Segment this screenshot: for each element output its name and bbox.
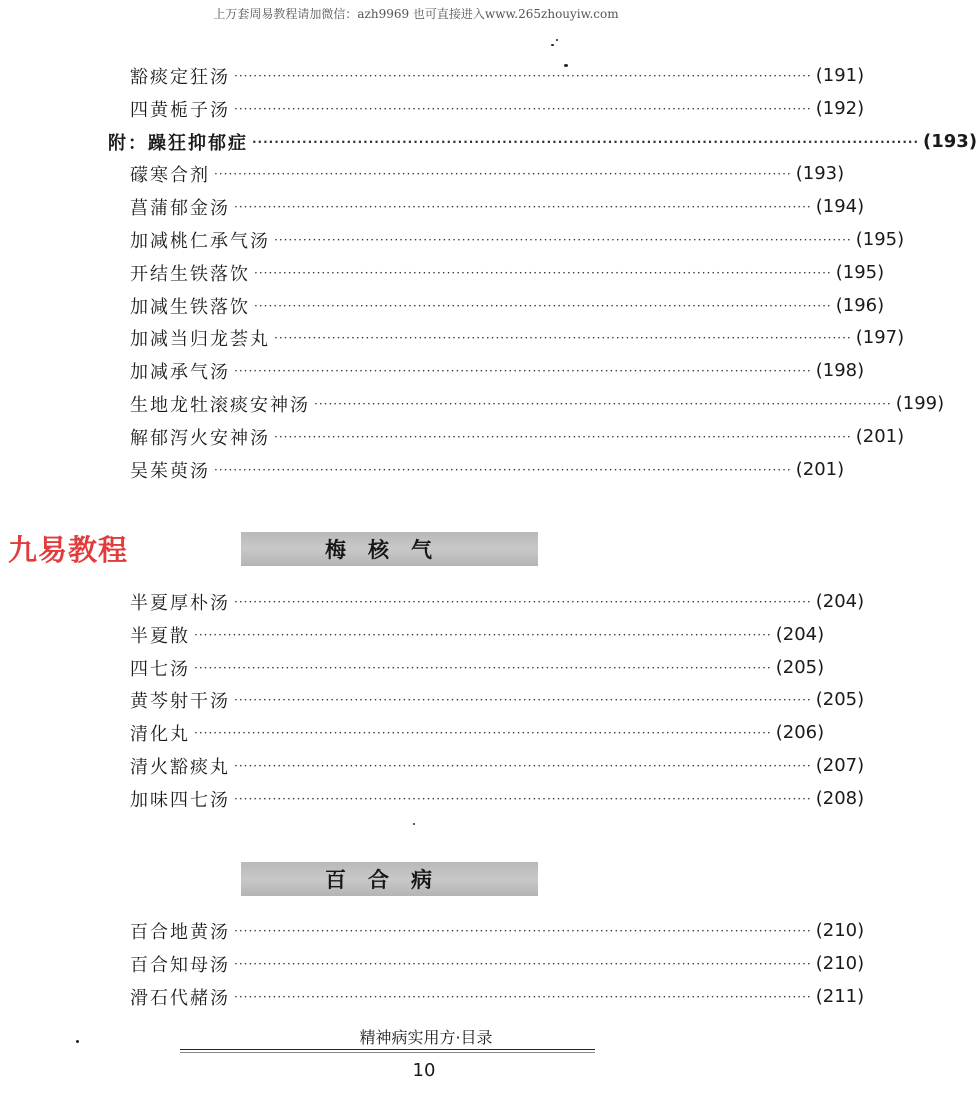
toc-entry-title: 四七汤 [130,658,190,680]
toc-entry-page: (198) [815,360,865,381]
dot-leader: ························································································································ [274,429,852,444]
toc-entry [130,59,865,92]
dot-leader: ························································································································ [252,134,920,149]
page-header-ad: 上万套周易教程请加微信：azh9969 也可直接进入www.265zhouyiw.com [213,7,619,21]
dot-leader: ························································································································ [254,265,832,280]
toc-entry [130,387,945,420]
toc-entry-page: (193) [923,131,977,152]
toc-entry-title: 黄芩射干汤 [130,690,230,712]
dot-leader: ························································································································ [234,199,812,214]
toc-entry-page: (193) [795,163,845,184]
dot-leader: ························································································································ [234,791,812,806]
dot-leader: ························································································································ [234,956,812,971]
toc-entry-title: 加减桃仁承气汤 [130,230,270,252]
toc-entry-title: 加减承气汤 [130,361,230,383]
section-banner: 百合病 [241,862,538,896]
dot-leader: ························································································································ [234,692,812,707]
toc-entry-page: (205) [815,689,865,710]
toc-entry [130,223,905,256]
toc-entry-page: (192) [815,98,865,119]
toc-entry [130,749,865,782]
toc-entry [130,782,865,815]
toc-entry [130,92,865,125]
dot-leader: ························································································································ [234,594,812,609]
scan-speck [76,1040,79,1043]
dot-leader: ························································································································ [234,758,812,773]
watermark-logo: 九易教程 [8,533,129,567]
section-banner: 梅核气 [241,532,538,566]
toc-entry-page: (197) [855,327,905,348]
toc-entry-title: 清化丸 [130,723,190,745]
toc-entry-page: (196) [835,295,885,316]
toc-entry [130,947,865,980]
toc-entry [130,256,885,289]
toc-entry-title: 四黄栀子汤 [130,99,230,121]
toc-entry [130,651,825,684]
dot-leader: ························································································································ [274,232,852,247]
toc-entry-page: (210) [815,953,865,974]
toc-entry-title: 开结生铁落饮 [130,263,250,285]
toc-entry-page: (201) [855,426,905,447]
dot-leader: ························································································································ [254,298,832,313]
toc-entry-page: (210) [815,920,865,941]
toc-entry [130,618,825,651]
toc-entry [130,683,865,716]
dot-leader: ························································································································ [234,923,812,938]
dot-leader: ························································································································ [194,627,772,642]
toc-entry-page: (207) [815,755,865,776]
toc-entry [130,289,885,322]
page-number: 10 [412,1060,436,1081]
toc-entry-title: 加味四七汤 [130,789,230,811]
toc-entry-title: 半夏厚朴汤 [130,592,230,614]
dot-leader: ························································································································ [314,396,892,411]
toc-entry [130,980,865,1013]
toc-entry-title: 加减生铁落饮 [130,296,250,318]
toc-entry-title: 吴茱萸汤 [130,460,210,482]
toc-entry [130,914,865,947]
scan-speck [413,823,415,825]
toc-entry-title: 百合地黄汤 [130,921,230,943]
toc-entry-page: (204) [815,591,865,612]
toc-entry [130,157,845,190]
toc-entry-title: 加减当归龙荟丸 [130,328,270,350]
toc-entry-title: 半夏散 [130,625,190,647]
dot-leader: ························································································································ [214,462,792,477]
toc-entry-title: 滑石代赭汤 [130,987,230,1009]
scan-speck [551,44,554,46]
toc-entry-page: (206) [775,722,825,743]
footer-rule [180,1049,595,1050]
running-footer-title: 精神病实用方·目录 [359,1028,493,1047]
toc-entry-title: 清火豁痰丸 [130,756,230,778]
dot-leader: ························································································································ [194,725,772,740]
toc-entry [130,354,865,387]
toc-entry [130,585,865,618]
toc-entry-title: 生地龙牡滚痰安神汤 [130,394,310,416]
toc-entry-title: 豁痰定狂汤 [130,66,230,88]
toc-entry-page: (195) [835,262,885,283]
toc-entry-page: (208) [815,788,865,809]
toc-entry-page: (205) [775,657,825,678]
toc-entry-title: 礞寒合剂 [130,164,210,186]
dot-leader: ························································································································ [274,330,852,345]
toc-entry-title: 菖蒲郁金汤 [130,197,230,219]
dot-leader: ························································································································ [214,166,792,181]
toc-entry-page: (211) [815,986,865,1007]
dot-leader: ························································································································ [234,68,812,83]
toc-entry-page: (191) [815,65,865,86]
footer-rule-secondary [180,1052,595,1053]
toc-entry-page: (201) [795,459,845,480]
toc-entry [130,321,905,354]
toc-entry-page: (195) [855,229,905,250]
toc-entry [130,716,825,749]
toc-entry-title: 附：躁狂抑郁症 [108,132,248,154]
toc-entry [130,420,905,453]
scan-speck [564,64,568,67]
dot-leader: ························································································································ [234,989,812,1004]
toc-entry-title: 解郁泻火安神汤 [130,427,270,449]
toc-appendix-entry [108,125,977,158]
scan-speck [556,39,558,41]
toc-entry-title: 百合知母汤 [130,954,230,976]
dot-leader: ························································································································ [234,101,812,116]
dot-leader: ························································································································ [194,660,772,675]
toc-entry [130,190,865,223]
toc-entry-page: (194) [815,196,865,217]
toc-entry [130,453,845,486]
dot-leader: ························································································································ [234,363,812,378]
toc-entry-page: (199) [895,393,945,414]
toc-entry-page: (204) [775,624,825,645]
